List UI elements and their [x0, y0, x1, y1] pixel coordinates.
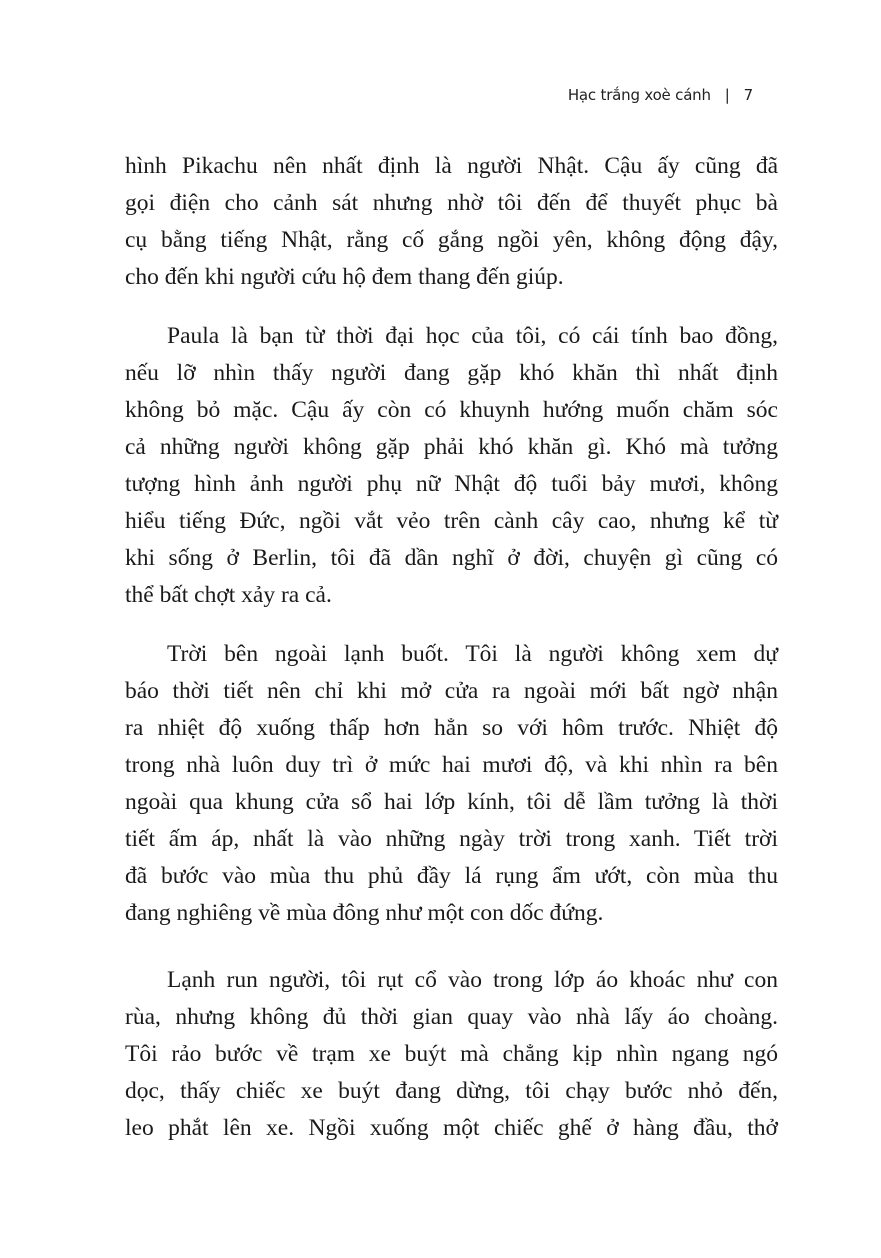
paragraph: [125, 962, 778, 1147]
text-line: nếu lỡ nhìn thấy người đang gặp khó khăn thì nhất định: [125, 360, 778, 386]
text-line: rùa, nhưng không đủ thời gian quay vào nhà lấy áo choàng.: [125, 1004, 778, 1030]
text-line: Trời bên ngoài lạnh buốt. Tôi là người không xem dự: [167, 641, 778, 667]
text-line: đã bước vào mùa thu phủ đầy lá rụng ẩm ướt, còn mùa thu: [125, 863, 778, 889]
paragraph: [125, 636, 778, 932]
text-line: đang nghiêng về mùa đông như một con dốc đứng.: [125, 900, 604, 926]
text-line: không bỏ mặc. Cậu ấy còn có khuynh hướng muốn chăm sóc: [125, 397, 778, 423]
text-line: cho đến khi người cứu hộ đem thang đến giúp.: [125, 264, 564, 290]
text-line: Tôi rảo bước về trạm xe buýt mà chẳng kịp nhìn ngang ngó: [125, 1041, 778, 1067]
text-line: gọi điện cho cảnh sát nhưng nhờ tôi đến để thuyết phục bà: [125, 190, 778, 216]
text-line: hình Pikachu nên nhất định là người Nhật. Cậu ấy cũng đã: [125, 153, 778, 179]
paragraph: [125, 148, 778, 296]
text-line: tiết ấm áp, nhất là vào những ngày trời trong xanh. Tiết trời: [125, 826, 778, 852]
text-line: tượng hình ảnh người phụ nữ Nhật độ tuổi bảy mươi, không: [125, 471, 778, 497]
text-line: hiểu tiếng Đức, ngồi vắt vẻo trên cành cây cao, nhưng kể từ: [125, 508, 778, 534]
header-separator: |: [724, 86, 730, 104]
text-line: cả những người không gặp phải khó khăn gì. Khó mà tưởng: [125, 434, 778, 460]
text-line: Lạnh run người, tôi rụt cổ vào trong lớp áo khoác như con: [167, 967, 778, 993]
text-line: leo phắt lên xe. Ngồi xuống một chiếc ghế ở hàng đầu, thở: [125, 1115, 778, 1141]
book-title: Hạc trắng xoè cánh: [567, 86, 711, 104]
text-line: trong nhà luôn duy trì ở mức hai mươi độ, và khi nhìn ra bên: [125, 752, 778, 778]
text-line: ngoài qua khung cửa sổ hai lớp kính, tôi dễ lầm tưởng là thời: [125, 789, 778, 815]
text-line: khi sống ở Berlin, tôi đã dần nghĩ ở đời, chuyện gì cũng có: [125, 545, 778, 571]
page-number: 7: [743, 86, 753, 104]
paragraph: [125, 318, 778, 614]
text-line: ra nhiệt độ xuống thấp hơn hẳn so với hôm trước. Nhiệt độ: [125, 715, 778, 741]
text-line: thể bất chợt xảy ra cả.: [125, 582, 332, 608]
text-line: Paula là bạn từ thời đại học của tôi, có cái tính bao đồng,: [167, 323, 778, 349]
text-line: báo thời tiết nên chỉ khi mở cửa ra ngoài mới bất ngờ nhận: [125, 678, 778, 704]
text-line: cụ bằng tiếng Nhật, rằng cố gắng ngồi yên, không động đậy,: [125, 227, 778, 253]
text-line: dọc, thấy chiếc xe buýt đang dừng, tôi chạy bước nhỏ đến,: [125, 1078, 778, 1104]
body-text: [125, 0, 778, 1258]
